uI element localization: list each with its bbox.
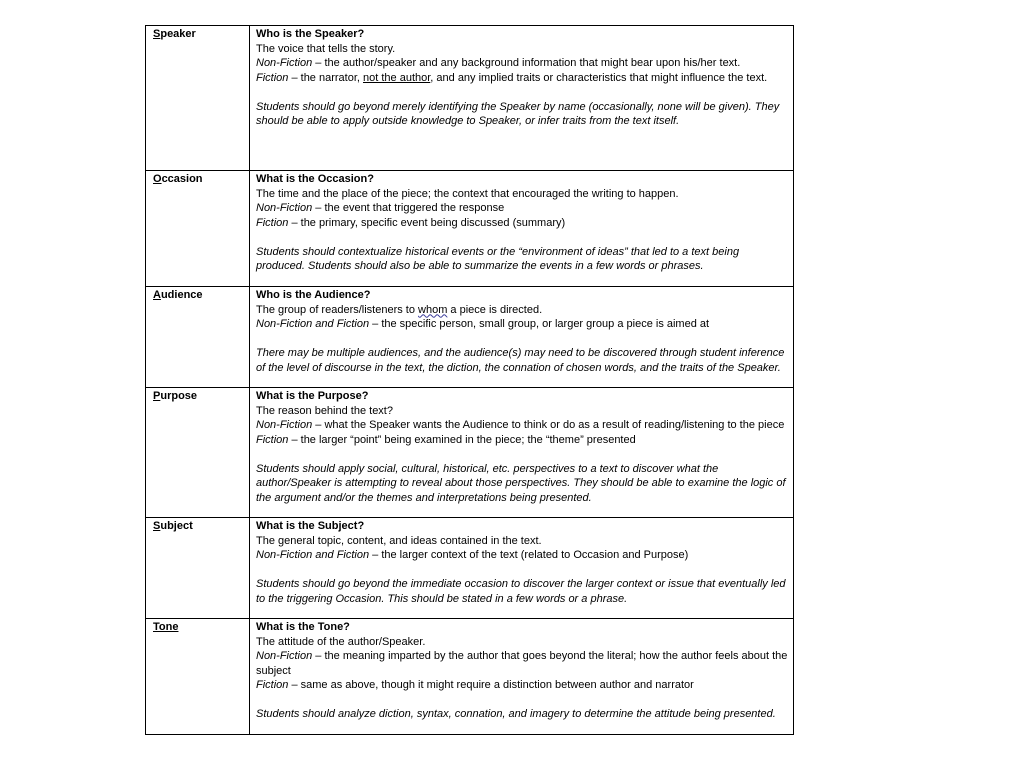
label-subject: Subject [153, 520, 193, 532]
row-purpose [146, 388, 794, 518]
note-occasion: Students should contextualize historical events or the “environment of ideas” that led to a text being produced. Students should also be able to summarize the events in a few words or phrases. [256, 245, 740, 272]
question-tone: What is the Tone? [256, 621, 350, 633]
spellcheck-word: whom [418, 303, 448, 316]
nonfiction-purpose: Non-Fiction – what the Speaker wants the Audience to think or do as a result of reading/listening to the piece [256, 419, 785, 431]
row-tone [146, 619, 794, 735]
definition-subject: The general topic, content, and ideas contained in the text. [256, 534, 542, 547]
nonfiction-tone: Non-Fiction – the meaning imparted by the author that goes beyond the literal; how the author feels about the subject [256, 650, 788, 677]
question-occasion: What is the Occasion? [256, 173, 374, 185]
row-occasion [146, 171, 794, 287]
label-tone: Tone [153, 621, 179, 633]
nonfiction-fiction-subject: Non-Fiction and Fiction – the larger context of the text (related to Occasion and Purpose) [256, 549, 689, 561]
label-speaker: Speaker [153, 28, 196, 40]
content-cell-purpose [250, 388, 794, 518]
label-cell-speaker [146, 26, 250, 171]
label-occasion: Occasion [153, 173, 203, 185]
row-speaker [146, 26, 794, 171]
nonfiction-fiction-audience: Non-Fiction and Fiction – the specific person, small group, or larger group a piece is aimed at [256, 318, 710, 330]
question-speaker: Who is the Speaker? [256, 28, 365, 40]
note-tone: Students should analyze diction, syntax, connation, and imagery to determine the attitude being presented. [256, 708, 776, 720]
content-cell-subject [250, 518, 794, 619]
content-cell-tone [250, 619, 794, 735]
definition-tone: The attitude of the author/Speaker. [256, 635, 426, 648]
label-cell-audience [146, 287, 250, 388]
content-cell-audience [250, 287, 794, 388]
question-purpose: What is the Purpose? [256, 390, 369, 402]
row-audience [146, 287, 794, 388]
label-purpose: Purpose [153, 390, 198, 402]
nonfiction-occasion: Non-Fiction – the event that triggered the response [256, 202, 505, 214]
content-cell-speaker [250, 26, 794, 171]
question-audience: Who is the Audience? [256, 289, 371, 301]
note-purpose: Students should apply social, cultural, historical, etc. perspectives to a text to discover what the author/Speaker is attempting to reveal about those perspectives. They should be able to examine the logic of the argument and/or the themes and interpretations being presented. [256, 462, 786, 504]
note-audience: There may be multiple audiences, and the audience(s) may need to be discovered through student inference of the level of discourse in the text, the diction, the connation of chosen words, and the traits of the Speaker. [256, 347, 785, 374]
label-cell-subject [146, 518, 250, 619]
note-subject: Students should go beyond the immediate occasion to discover the larger context or issue that eventually led to the triggering Occasion. This should be stated in a few words or a phrase. [256, 578, 786, 605]
definition-occasion: The time and the place of the piece; the context that encouraged the writing to happen. [256, 187, 679, 200]
content-cell-occasion [250, 171, 794, 287]
row-subject [146, 518, 794, 619]
definition-purpose: The reason behind the text? [256, 404, 393, 417]
definition-audience: The group of readers/listeners to whom a piece is directed. [256, 303, 543, 316]
note-speaker: Students should go beyond merely identifying the Speaker by name (occasionally, none will be given). They should be able to apply outside knowledge to Speaker, or infer traits from the text itself. [256, 100, 780, 127]
nonfiction-speaker: Non-Fiction – the author/speaker and any background information that might bear upon his/her text. [256, 57, 741, 69]
question-subject: What is the Subject? [256, 520, 365, 532]
label-cell-occasion [146, 171, 250, 287]
label-audience: Audience [153, 289, 203, 301]
label-cell-purpose [146, 388, 250, 518]
label-cell-tone [146, 619, 250, 735]
fiction-occasion: Fiction – the primary, specific event being discussed (summary) [256, 216, 566, 229]
soapstone-table [145, 25, 794, 735]
fiction-purpose: Fiction – the larger “point” being examined in the piece; the “theme” presented [256, 433, 636, 446]
definition-speaker: The voice that tells the story. [256, 42, 396, 55]
fiction-speaker: Fiction – the narrator, not the author, and any implied traits or characteristics that might influence the text. [256, 71, 768, 84]
fiction-tone: Fiction – same as above, though it might require a distinction between author and narrator [256, 679, 694, 691]
